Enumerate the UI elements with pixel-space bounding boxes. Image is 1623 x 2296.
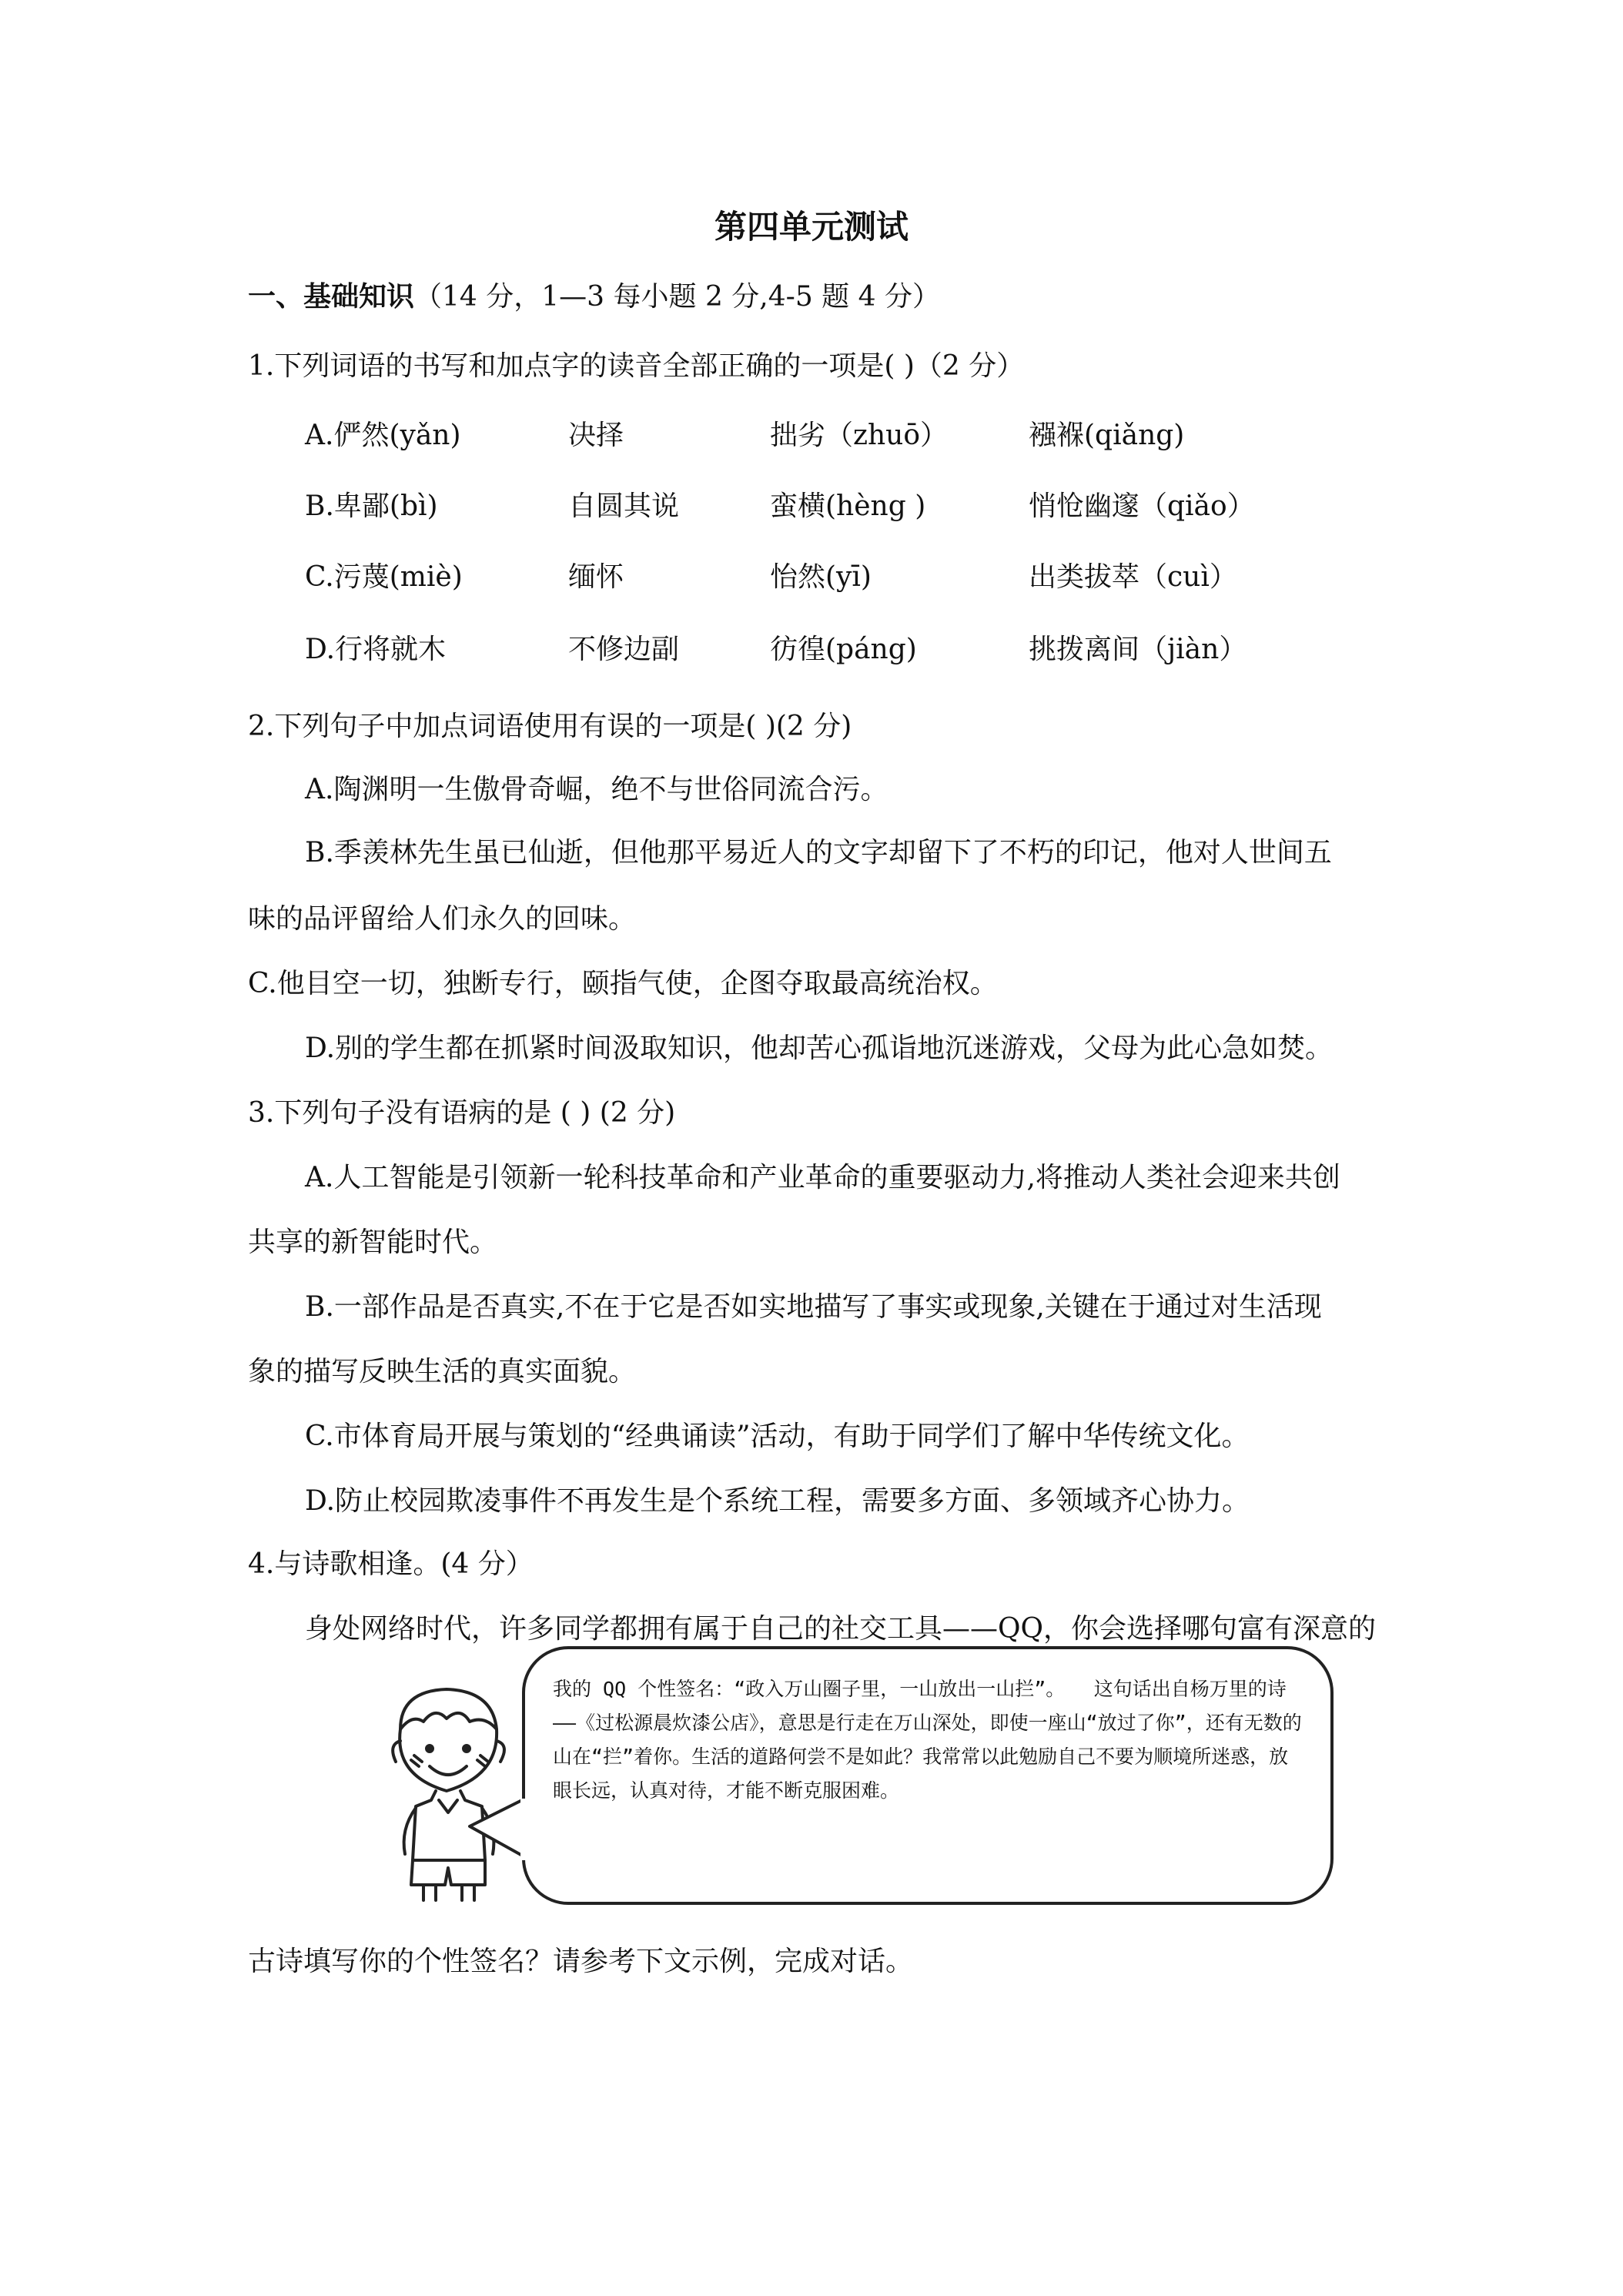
- q2-option-c: C.他目空一切，独断专行，颐指气使，企图夺取最高统治权。: [248, 968, 998, 999]
- q3-option-a-line2: 共享的新智能时代。: [248, 1227, 498, 1258]
- q1-option-c-4: 出类拔萃（cuì）: [1029, 561, 1237, 593]
- q1-stem: 1.下列词语的书写和加点字的读音全部正确的一项是( )（2 分）: [248, 350, 1025, 382]
- q1-option-b-3: 蛮横(hèng ): [770, 490, 926, 522]
- q3-option-d: D.防止校园欺凌事件不再发生是个系统工程，需要多方面、多领域齐心协力。: [305, 1485, 1250, 1517]
- q1-option-c-1: C.污蔑(miè): [305, 561, 463, 593]
- q1-option-b-2: 自圆其说: [568, 490, 680, 522]
- q1-option-a-2: 决择: [568, 420, 624, 451]
- q4-paragraph-2: 古诗填写你的个性签名？请参考下文示例，完成对话。: [248, 1946, 914, 1977]
- q1-option-d-3: 彷徨(páng): [770, 634, 917, 665]
- q3-option-c: C.市体育局开展与策划的“经典诵读”活动，有助于同学们了解中华传统文化。: [305, 1421, 1250, 1452]
- section-score-note: （14 分，1—3 每小题 2 分,4-5 题 4 分）: [414, 281, 940, 313]
- q3-stem: 3.下列句子没有语病的是 ( ) (2 分): [248, 1097, 676, 1129]
- speech-bubble: [522, 1646, 1334, 1905]
- q1-option-d-2: 不修边副: [568, 634, 680, 665]
- q1-option-a-3: 拙劣（zhuō）: [770, 420, 949, 451]
- q2-option-b-line1: B.季羡林先生虽已仙逝，但他那平易近人的文字却留下了不朽的印记，他对人世间五: [305, 837, 1332, 869]
- q1-option-d-4: 挑拨离间（jiàn）: [1029, 634, 1247, 665]
- q1-option-c-2: 缅怀: [568, 561, 624, 593]
- q4-paragraph-1: 身处网络时代，许多同学都拥有属于自己的社交工具——QQ，你会选择哪句富有深意的: [305, 1613, 1377, 1645]
- q2-option-a: A.陶渊明一生傲骨奇崛，绝不与世俗同流合污。: [305, 774, 888, 805]
- section-heading: [248, 280, 940, 314]
- q1-option-d-1: D.行将就木: [305, 634, 447, 665]
- q1-option-a-4: 襁褓(qiǎng): [1029, 420, 1185, 451]
- q2-stem: 2.下列句子中加点词语使用有误的一项是( )(2 分): [248, 711, 852, 742]
- q1-option-a-1: A.俨然(yǎn): [305, 420, 461, 451]
- q4-stem: 4.与诗歌相逢。(4 分）: [248, 1548, 534, 1580]
- q1-option-b-1: B.卑鄙(bì): [305, 490, 438, 522]
- section-title: 一、基础知识: [248, 281, 415, 313]
- q3-option-b-line2: 象的描写反映生活的真实面貌。: [248, 1356, 637, 1387]
- q2-option-b-line2: 味的品评留给人们永久的回味。: [248, 903, 637, 935]
- q1-option-b-4: 悄怆幽邃（qiǎo）: [1029, 490, 1255, 522]
- q2-option-d: D.别的学生都在抓紧时间汲取知识，他却苦心孤诣地沉迷游戏，父母为此心急如焚。: [305, 1033, 1334, 1064]
- page-title: 第四单元测试: [714, 208, 909, 246]
- q1-option-c-3: 怡然(yī): [770, 561, 872, 593]
- bubble-tail-join: [520, 1799, 528, 1860]
- q3-option-a-line1: A.人工智能是引领新一轮科技革命和产业革命的重要驱动力,将推动人类社会迎来共创: [305, 1162, 1340, 1193]
- q3-option-b-line1: B.一部作品是否真实,不在于它是否如实地描写了事实或现象,关键在于通过对生活现: [305, 1291, 1322, 1323]
- qq-signature-example: 我的 QQ 个性签名：“政入万山圈子里，一山放出一山拦”。 这句话出自杨万里的诗——《过松源晨炊漆公店》，意思是行走在万山深处，即使一座山“放过了你”，还有无数的山在“拦”着你。生活的道路何尝不是如此？我常常以此勉励自己不要为顺境所迷惑，放眼长远，认真对待，才能不断克服困难。: [553, 1678, 1302, 1802]
